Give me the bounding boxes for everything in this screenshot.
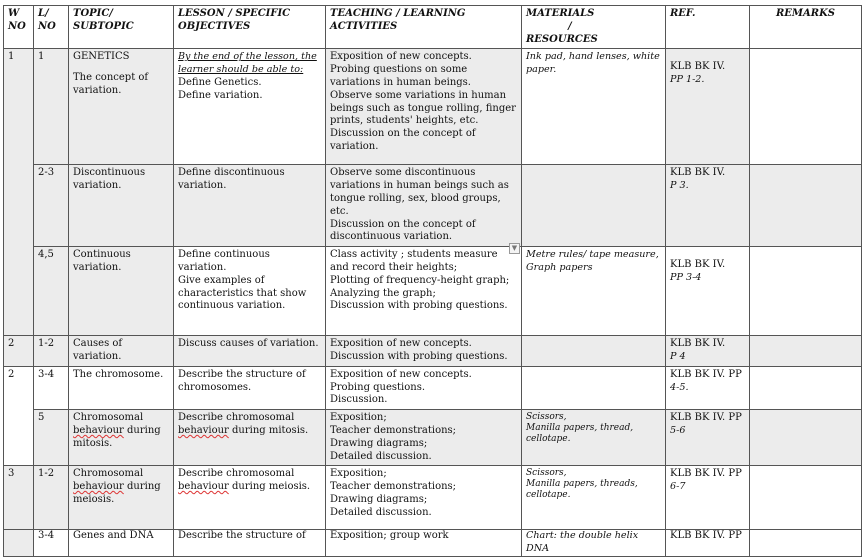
spelling-flag: behaviour (73, 481, 124, 493)
activity-line: Discussion on the concept of discontinuous variation. (330, 218, 476, 243)
activities-header: TEACHING / LEARNING ACTIVITIES (326, 6, 522, 49)
objectives-cell (174, 410, 326, 466)
spelling-flag: behaviour (73, 424, 124, 436)
materials-header-line1: MATERIALS (526, 8, 595, 19)
material-line: Scissors, (526, 468, 567, 479)
ref-cell (666, 366, 750, 409)
materials-header-line2: / (568, 20, 572, 32)
activity-line: Exposition of new concepts. (330, 338, 472, 350)
material-line: Manilla papers, thread, cellotape. (526, 423, 634, 445)
topic-cell (69, 410, 174, 466)
activities-cell: Exposition; group work (326, 530, 522, 557)
topic-cell: Discontinuous variation. (69, 165, 174, 247)
lesson-cell: 5 (34, 410, 69, 466)
topic-cell (69, 49, 174, 165)
remarks-cell (750, 466, 862, 530)
remarks-cell (750, 366, 862, 409)
ref-header: REF. (666, 6, 750, 49)
objective-line: Define continuous variation. (178, 249, 270, 273)
ref-pages: 4-5. (670, 381, 689, 393)
materials-cell: Ink pad, hand lenses, white paper. (522, 49, 666, 165)
table-row (4, 410, 862, 466)
table-row (4, 165, 862, 247)
objectives-cell: Discuss causes of variation. (174, 336, 326, 367)
ref-pages: P 3. (670, 180, 689, 192)
material-line: Scissors, (526, 412, 567, 423)
material-line: Manilla papers, threads, cellotape. (526, 479, 638, 501)
remarks-cell (750, 49, 862, 165)
activity-line: Probing questions on some variations in human beings. (330, 64, 471, 88)
topic-text: Chromosomal (73, 412, 144, 424)
lesson-header: L/ NO (34, 6, 69, 49)
dropdown-arrow-icon[interactable]: ▼ (509, 243, 520, 254)
ref-cell (666, 247, 750, 336)
materials-cell: Chart: the double helix DNA (522, 530, 666, 557)
activity-line: Exposition of new concepts. (330, 51, 472, 63)
objective-text: during meiosis. (232, 481, 311, 493)
topic-text: GENETICS (73, 51, 130, 63)
remarks-cell (750, 247, 862, 336)
activity-line: Detailed discussion. (330, 506, 432, 518)
scheme-of-work-table (3, 5, 862, 557)
topic-cell: Causes of variation. (69, 336, 174, 367)
objective-text: Describe chromosomal (178, 468, 295, 480)
ref-cell (666, 466, 750, 530)
activity-line: Class activity ; students measure and record their heights; (330, 249, 498, 273)
ref-book: KLB BK IV. PP (670, 468, 742, 480)
activities-cell (326, 336, 522, 367)
lesson-cell: 4,5 (34, 247, 69, 336)
activity-line: Exposition; (330, 412, 387, 424)
activities-cell (326, 247, 522, 336)
header-row (4, 6, 862, 49)
ref-pages: PP 1-2. (670, 74, 705, 86)
objectives-intro: By the end of the lesson, the learner should be able to: (178, 51, 317, 76)
spelling-flag: behaviour (178, 481, 229, 493)
lesson-cell: 1 (34, 49, 69, 165)
week-cell: 2 (4, 366, 34, 466)
topic-cell: Genes and DNA (69, 530, 174, 557)
objective-line: Define Genetics. (178, 76, 262, 88)
topic-text: during mitosis. (73, 424, 161, 449)
objective-line: Give examples of characteristics that show continuous variation. (178, 274, 307, 312)
ref-book: KLB BK IV. (670, 338, 726, 350)
week-cell: 3 (4, 466, 34, 530)
objective-text: during mitosis. (232, 424, 309, 436)
objectives-cell (174, 247, 326, 336)
activity-line: Probing questions. (330, 381, 426, 393)
ref-cell (666, 336, 750, 367)
ref-cell: KLB BK IV. PP (666, 530, 750, 557)
activity-line: Analyzing the graph; (330, 287, 436, 299)
materials-cell (522, 336, 666, 367)
topic-cell: The chromosome. (69, 366, 174, 409)
activity-line: Drawing diagrams; (330, 437, 428, 449)
objective-line: Define variation. (178, 89, 263, 101)
table-row (4, 247, 862, 336)
activity-line: Discussion. (330, 394, 388, 406)
spelling-flag: behaviour (178, 424, 229, 436)
materials-cell: Metre rules/ tape measure, Graph papers (522, 247, 666, 336)
activity-line: Discussion with probing questions. (330, 350, 508, 362)
ref-book: KLB BK IV. (670, 61, 726, 73)
activity-line: Observe some discontinuous variations in human beings such as tongue rolling, sex, blood groups, etc. (330, 167, 509, 217)
lesson-cell: 2-3 (34, 165, 69, 247)
ref-pages: P 4 (670, 350, 686, 362)
table-row (4, 336, 862, 367)
ref-pages: 6-7 (670, 481, 686, 493)
activity-line: Detailed discussion. (330, 450, 432, 462)
objectives-cell: Describe the structure of (174, 530, 326, 557)
lesson-cell: 3-4 (34, 530, 69, 557)
ref-pages: 5-6 (670, 424, 686, 436)
ref-pages: PP 3-4 (670, 271, 702, 283)
activities-cell (326, 165, 522, 247)
materials-cell (522, 466, 666, 530)
materials-cell (522, 366, 666, 409)
remarks-cell (750, 410, 862, 466)
topic-cell (69, 466, 174, 530)
materials-header-line3: RESOURCES (526, 33, 598, 45)
activity-line: Exposition of new concepts. (330, 368, 472, 380)
week-cell (4, 530, 34, 557)
ref-book: KLB BK IV. (670, 167, 726, 179)
week-cell: 2 (4, 336, 34, 367)
objectives-cell: Describe the structure of chromosomes. (174, 366, 326, 409)
remarks-cell (750, 336, 862, 367)
ref-cell (666, 410, 750, 466)
objectives-header: LESSON / SPECIFIC OBJECTIVES (174, 6, 326, 49)
materials-cell (522, 410, 666, 466)
objectives-cell (174, 49, 326, 165)
activity-line: Drawing diagrams; (330, 493, 428, 505)
week-header: W NO (4, 6, 34, 49)
activity-line: Plotting of frequency-height graph; (330, 274, 510, 286)
ref-cell (666, 165, 750, 247)
topic-text: Chromosomal (73, 468, 144, 480)
topic-header: TOPIC/ SUBTOPIC (69, 6, 174, 49)
objectives-cell: Define discontinuous variation. (174, 165, 326, 247)
activities-cell (326, 466, 522, 530)
materials-header (522, 6, 666, 49)
subtopic-text: The concept of variation. (73, 72, 149, 96)
week-cell: 1 (4, 49, 34, 336)
activity-line: Observe some variations in human beings such as tongue rolling, finger prints, students' heights, etc. (330, 89, 516, 127)
table-row (4, 49, 862, 165)
remarks-cell (750, 530, 862, 557)
lesson-cell: 3-4 (34, 366, 69, 409)
activities-cell (326, 410, 522, 466)
table-row-cutoff (4, 530, 862, 557)
lesson-cell: 1-2 (34, 466, 69, 530)
table-row (4, 466, 862, 530)
remarks-header: REMARKS (750, 6, 862, 49)
materials-cell (522, 165, 666, 247)
activity-line: Exposition; (330, 468, 387, 480)
lesson-cell: 1-2 (34, 336, 69, 367)
ref-cell (666, 49, 750, 165)
activity-line: Teacher demonstrations; (330, 481, 457, 493)
ref-book: KLB BK IV. PP (670, 368, 742, 380)
activity-line: Discussion on the concept of variation. (330, 128, 476, 152)
activity-line: Teacher demonstrations; (330, 424, 457, 436)
topic-cell: Continuous variation. (69, 247, 174, 336)
activities-cell (326, 49, 522, 165)
ref-book: KLB BK IV. (670, 259, 726, 271)
table-row (4, 366, 862, 409)
remarks-cell (750, 165, 862, 247)
topic-text: during meiosis. (73, 481, 161, 505)
ref-book: KLB BK IV. PP (670, 412, 742, 424)
activities-cell (326, 366, 522, 409)
objectives-cell (174, 466, 326, 530)
activity-line: Discussion with probing questions. (330, 300, 508, 312)
objective-text: Describe chromosomal (178, 412, 295, 424)
